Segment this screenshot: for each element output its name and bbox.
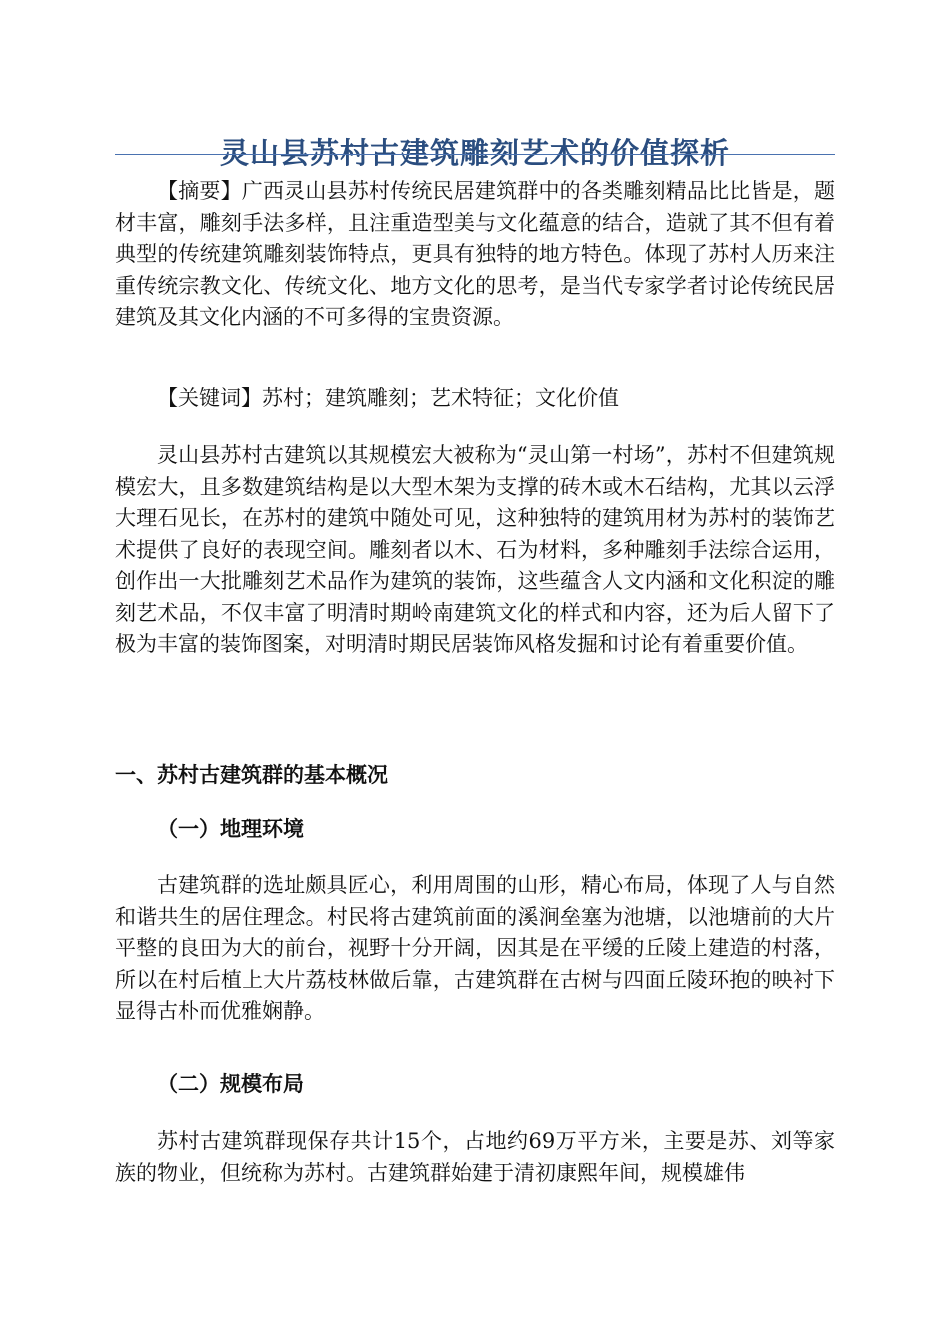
keywords-paragraph: 【关键词】苏村；建筑雕刻；艺术特征；文化价值 (157, 386, 619, 410)
subsection-heading-geography: （一）地理环境 (157, 816, 304, 841)
title-underline (115, 154, 835, 155)
layout-paragraph: 苏村古建筑群现保存共计15个，占地约69万平方米，主要是苏、刘等家族的物业，但统称为苏村。古建筑群始建于清初康熙年间，规模雄伟 (115, 1129, 835, 1185)
geography-paragraph: 古建筑群的选址颇具匠心，利用周围的山形，精心布局，体现了人与自然和谐共生的居住理念。村民将古建筑前面的溪涧垒塞为池塘，以池塘前的大片平整的良田为大的前台，视野十分开阔，因其是在平缓的丘陵上建造的村落，所以在村后植上大片荔枝林做后靠，古建筑群在古树与四面丘陵环抱的映衬下显得古朴而优雅娴静。 (115, 873, 835, 1023)
subsection-heading-layout: （二）规模布局 (157, 1071, 304, 1096)
abstract-paragraph: 【摘要】广西灵山县苏村传统民居建筑群中的各类雕刻精品比比皆是，题材丰富，雕刻手法多样，且注重造型美与文化蕴意的结合，造就了其不但有着典型的传统建筑雕刻装饰特点，更具有独特的地方特色。体现了苏村人历来注重传统宗教文化、传统文化、地方文化的思考，是当代专家学者讨论传统民居建筑及其文化内涵的不可多得的宝贵资源。 (115, 179, 835, 329)
section-heading: 一、苏村古建筑群的基本概况 (115, 762, 388, 787)
document-title: 灵山县苏村古建筑雕刻艺术的价值探析 (219, 136, 730, 171)
intro-paragraph: 灵山县苏村古建筑以其规模宏大被称为“灵山第一村场”，苏村不但建筑规模宏大，且多数建筑结构是以大型木架为支撑的砖木或木石结构，尤其以云浮大理石见长，在苏村的建筑中随处可见，这种独特的建筑用材为苏村的装饰艺术提供了良好的表现空间。雕刻者以木、石为材料，多种雕刻手法综合运用，创作出一大批雕刻艺术品作为建筑的装饰，这些蕴含人文内涵和文化积淀的雕刻艺术品，不仅丰富了明清时期岭南建筑文化的样式和内容，还为后人留下了极为丰富的装饰图案，对明清时期民居装饰风格发掘和讨论有着重要价值。 (115, 443, 835, 656)
